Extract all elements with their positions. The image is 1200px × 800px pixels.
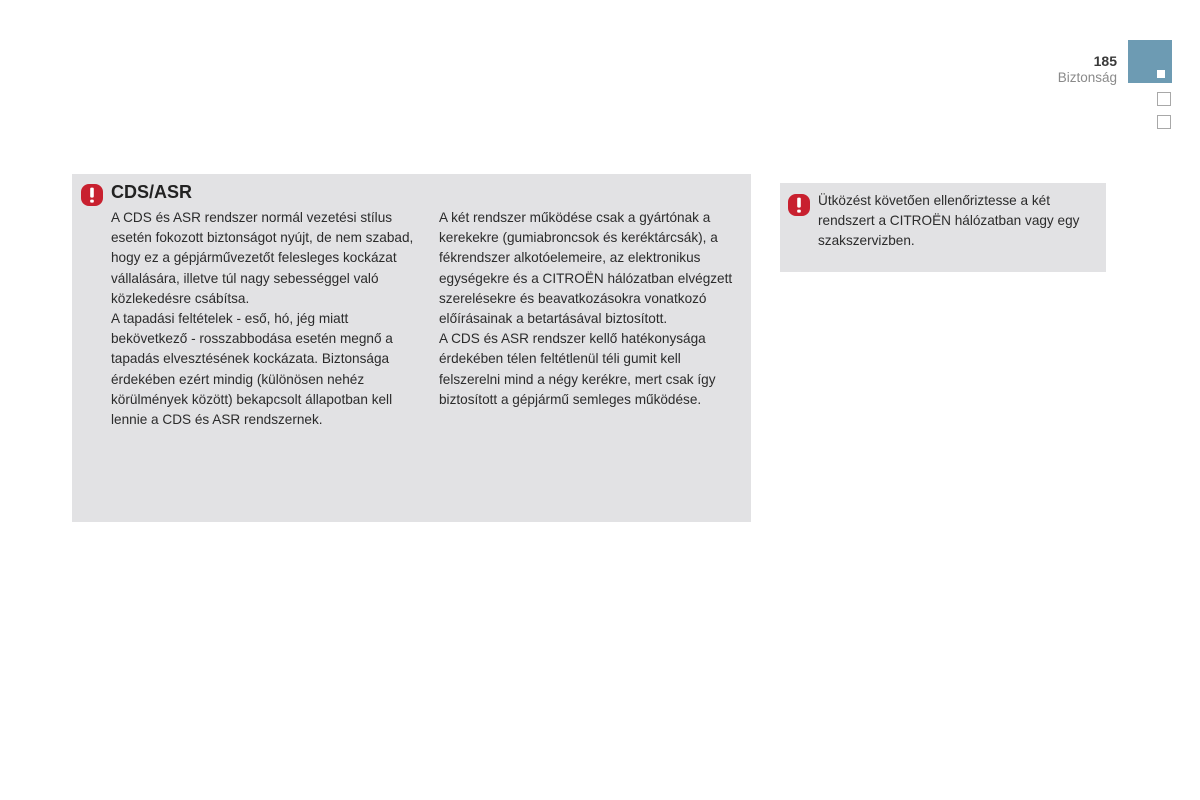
section-tab-empty: [1157, 92, 1171, 106]
page-number: 185: [1093, 53, 1117, 69]
exclamation-warning-icon: [81, 184, 103, 206]
warning-box: [72, 174, 751, 522]
exclamation-warning-icon: [788, 194, 810, 216]
warning-title: CDS/ASR: [111, 182, 193, 202]
warning-column-1: [111, 208, 417, 430]
section-tab-empty: [1157, 115, 1171, 129]
warning-paragraph: A tapadási feltételek - eső, hó, jég miatt bekövetkező - rosszabbodása esetén megnő a tapadás elvesztésének kockázata. Biztonsága érdekében ezért mindig (különösen nehéz körülmények között) bekapcsolt állapotban kell lennie a CDS és ASR rendszernek.: [111, 311, 393, 428]
warning-paragraph: A CDS és ASR rendszer kellő hatékonysága érdekében télen feltétlenül téli gumit kell felszerelni mind a négy kerékre, mert csak így biztosított a gépjármű semleges működése.: [439, 331, 716, 407]
warning-paragraph: A CDS és ASR rendszer normál vezetési stílus esetén fokozott biztonságot nyújt, de nem szabad, hogy ez a gépjárművezetőt felesleges kockázat vállalására, illetve túl nagy sebességgel való közlekedésre csábítsa.: [111, 210, 414, 306]
warning-paragraph: A két rendszer működése csak a gyártónak a kerekekre (gumiabroncsok és keréktárcsák), a fékrendszer alkotóelemeire, az elektronikus egységekre és a CITROËN hálózatban elvégzett szerelésekre és beavatkozásokra vonatkozó előírásainak a betartásával biztosított.: [439, 210, 733, 327]
section-name: Biztonság: [1057, 70, 1117, 85]
note-text: Ütközést követően ellenőriztesse a két rendszert a CITROËN hálózatban vagy egy szakszervizben.: [818, 193, 1080, 249]
warning-column-2: [439, 208, 744, 410]
section-tab-active: [1128, 40, 1172, 83]
tab-marker: [1157, 70, 1165, 78]
note-box: [780, 183, 1106, 272]
